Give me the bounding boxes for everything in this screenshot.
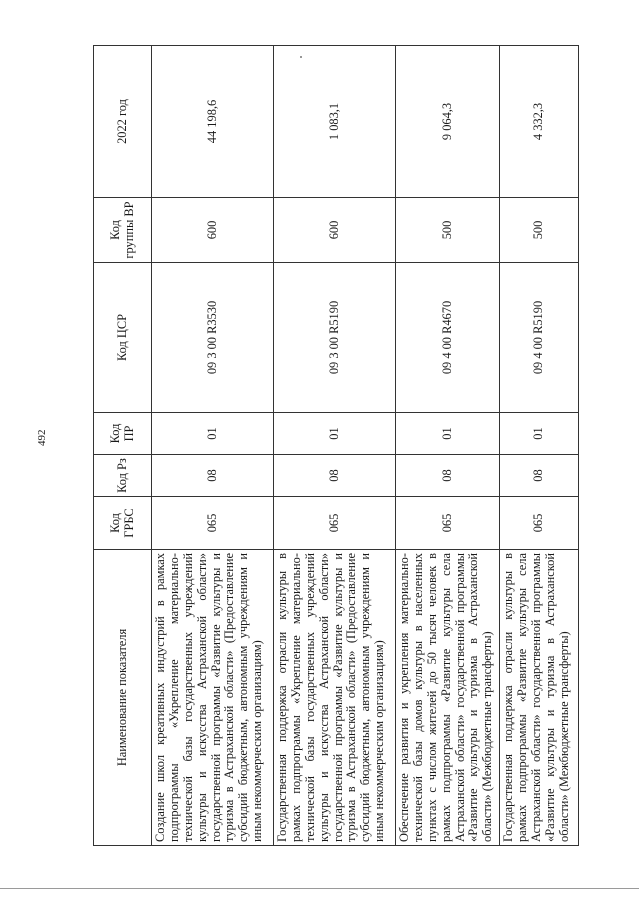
page-number: 492 (36, 429, 48, 446)
row-csr: 09 4 00 R4670 (396, 263, 500, 413)
row-pr: 01 (274, 413, 396, 455)
row-pr: 01 (500, 413, 579, 455)
row-csr: 09 3 00 R5190 (274, 263, 396, 413)
row-rz: 08 (274, 455, 396, 497)
table-row (274, 46, 396, 846)
header-pr: Код ПР (94, 413, 152, 455)
scan-edge-line (0, 888, 639, 889)
row-grbs: 065 (500, 497, 579, 550)
row-year: 44 198,6 (152, 46, 274, 198)
row-name: Государственная поддержка отрасли культуры в рамках подпрограммы «Укрепление материально-технической базы государственных учреждений культуры и искусства Астраханской области» государственной программы «Развитие культуры и туризма в Астраханской области» (Предоставление субсидий бюджетным, автономным учреждениям и иным некоммерческим организациям) (274, 550, 396, 846)
row-year: 1 083,1 (274, 46, 396, 198)
row-year: 4 332,3 (500, 46, 579, 198)
row-grbs: 065 (152, 497, 274, 550)
row-name: Государственная поддержка отрасли культуры в рамках подпрограммы «Развитие культуры села Астраханской области» государственной программы «Развитие культуры и туризма в Астраханской области» (Межбюджетные трансферты) (500, 550, 579, 846)
row-vr: 500 (500, 198, 579, 263)
row-vr: 500 (396, 198, 500, 263)
row-name: Создание школ креативных индустрий в рамках подпрограммы «Укрепление материально-технической базы государственных учреждений культуры и искусства Астраханской области» государственной программы «Развитие культуры и туризма в Астраханской области» (Предоставление субсидий бюджетным, автономным учреждениям и иным некоммерческим организациям) (152, 550, 274, 846)
table-header-row (94, 46, 152, 846)
row-year: 9 064,3 (396, 46, 500, 198)
header-rz: Код Рз (94, 455, 152, 497)
table-row (152, 46, 274, 846)
row-vr: 600 (274, 198, 396, 263)
row-csr: 09 3 00 R3530 (152, 263, 274, 413)
row-pr: 01 (152, 413, 274, 455)
budget-table (93, 45, 579, 846)
row-vr: 600 (152, 198, 274, 263)
table-row (500, 46, 579, 846)
header-csr: Код ЦСР (94, 263, 152, 413)
row-rz: 08 (152, 455, 274, 497)
row-csr: 09 4 00 R5190 (500, 263, 579, 413)
header-year: 2022 год (94, 46, 152, 198)
header-grbs: Код ГРБС (94, 497, 152, 550)
row-pr: 01 (396, 413, 500, 455)
row-rz: 08 (396, 455, 500, 497)
header-name: Наименование показателя (94, 550, 152, 846)
row-grbs: 065 (274, 497, 396, 550)
rotated-table-container (93, 46, 578, 846)
row-rz: 08 (500, 455, 579, 497)
header-vr: Код группы ВР (94, 198, 152, 263)
row-name: Обеспечение развития и укрепления материально-технической базы домов культуры в населенных пунктах с числом жителей до 50 тысяч человек в рамках подпрограммы «Развитие культуры села Астраханской области» государственной программы «Развитие культуры и туризма в Астраханской области» (Межбюджетные трансферты) (396, 550, 500, 846)
row-grbs: 065 (396, 497, 500, 550)
table-row (396, 46, 500, 846)
